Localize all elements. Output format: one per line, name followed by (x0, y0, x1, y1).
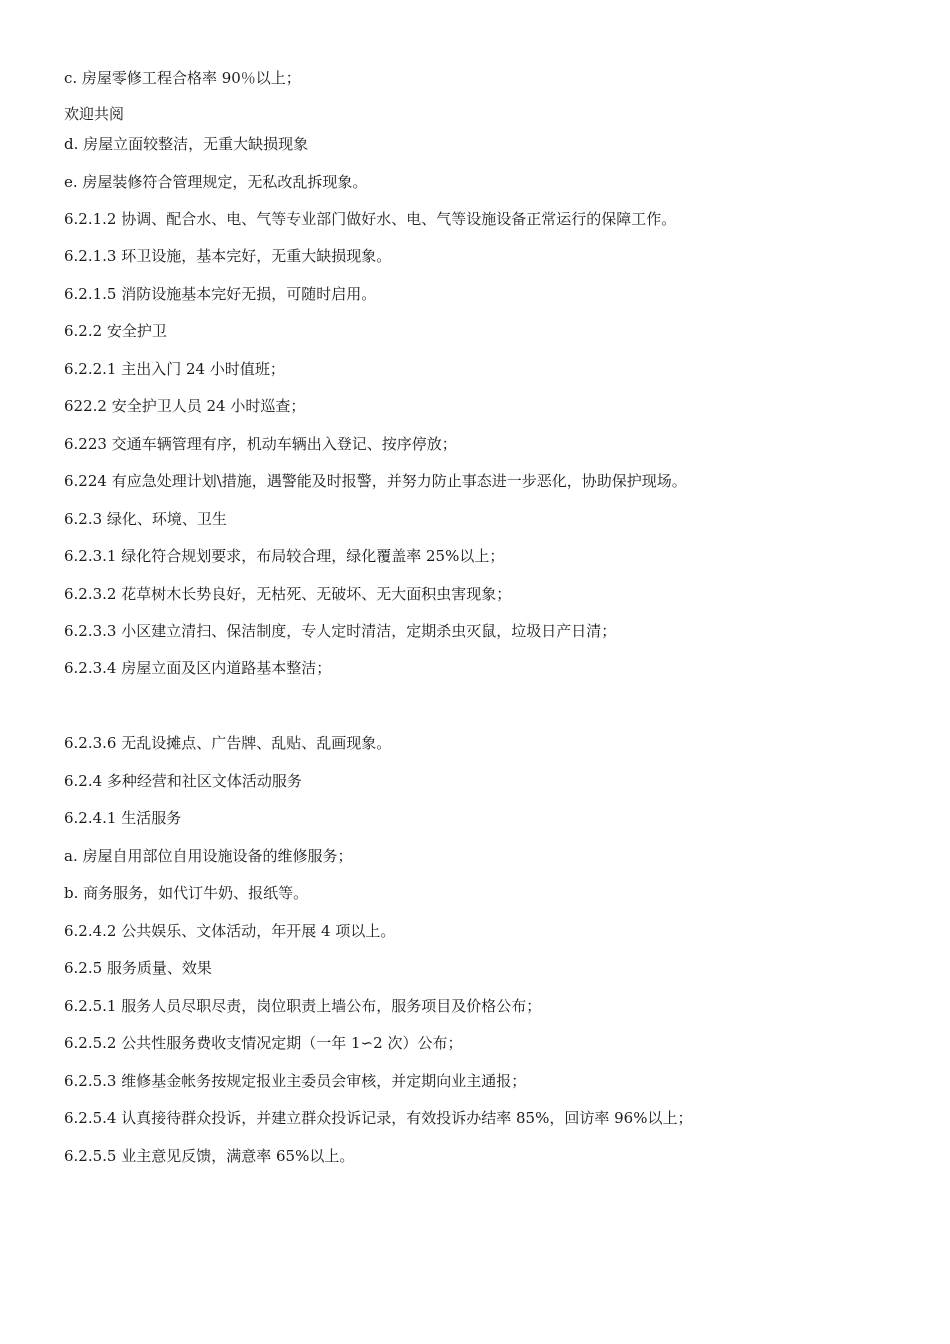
clause-6-2-1-2: 6.2.1.2 协调、配合水、电、气等专业部门做好水、电、气等设施设备正常运行的保障工作。 (64, 210, 677, 228)
list-item-d: d. 房屋立面较整洁，无重大缺损现象 (64, 135, 309, 153)
clause-6-2-3-1: 6.2.3.1 绿化符合规划要求，布局较合理，绿化覆盖率 25%以上； (64, 547, 505, 565)
clause-6-2-5-3: 6.2.5.3 维修基金帐务按规定报业主委员会审核，并定期向业主通报； (64, 1072, 527, 1090)
clause-6-2-4-2: 6.2.4.2 公共娱乐、文体活动，年开展 4 项以上。 (64, 922, 396, 940)
section-heading-6-2-3: 6.2.3 绿化、环境、卫生 (64, 510, 227, 528)
clause-6-2-5-4: 6.2.5.4 认真接待群众投诉，并建立群众投诉记录，有效投诉办结率 85%，回访率 96%以上； (64, 1109, 693, 1127)
section-heading-6-2-5: 6.2.5 服务质量、效果 (64, 959, 212, 977)
clause-6-2-2-2: 622.2 安全护卫人员 24 小时巡查； (64, 397, 306, 415)
section-heading-6-2-2: 6.2.2 安全护卫 (64, 322, 167, 340)
list-item-a: a. 房屋自用部位自用设施设备的维修服务； (64, 847, 353, 865)
clause-6-2-3-4: 6.2.3.4 房屋立面及区内道路基本整洁； (64, 659, 332, 677)
clause-6-2-3-3: 6.2.3.3 小区建立清扫、保洁制度，专人定时清洁，定期杀虫灭鼠，垃圾日产日清； (64, 622, 617, 640)
list-item-e: e. 房屋装修符合管理规定，无私改乱拆现象。 (64, 173, 368, 191)
clause-6-2-4-1: 6.2.4.1 生活服务 (64, 809, 182, 827)
clause-6-2-1-5: 6.2.1.5 消防设施基本完好无损，可随时启用。 (64, 285, 377, 303)
list-item-b: b. 商务服务，如代订牛奶、报纸等。 (64, 884, 309, 902)
clause-6-2-1-3: 6.2.1.3 环卫设施，基本完好，无重大缺损现象。 (64, 247, 392, 265)
clause-6-2-2-1: 6.2.2.1 主出入门 24 小时值班； (64, 360, 285, 378)
clause-6-2-5-2: 6.2.5.2 公共性服务费收支情况定期（一年 1∽2 次）公布； (64, 1034, 463, 1052)
clause-6-2-3-2: 6.2.3.2 花草树木长势良好，无枯死、无破坏、无大面积虫害现象； (64, 585, 512, 603)
clause-6-2-5-1: 6.2.5.1 服务人员尽职尽责，岗位职责上墙公布，服务项目及价格公布； (64, 997, 542, 1015)
clause-6-2-5-5: 6.2.5.5 业主意见反馈，满意率 65%以上。 (64, 1147, 355, 1165)
clause-6-2-2-3: 6.223 交通车辆管理有序，机动车辆出入登记、按序停放； (64, 435, 457, 453)
list-item-c: c. 房屋零修工程合格率 90％以上； (64, 69, 301, 87)
clause-6-2-3-6: 6.2.3.6 无乱设摊点、广告牌、乱贴、乱画现象。 (64, 734, 392, 752)
watermark-text: 欢迎共阅 (64, 105, 125, 123)
section-heading-6-2-4: 6.2.4 多种经营和社区文体活动服务 (64, 772, 302, 790)
clause-6-2-2-4: 6.224 有应急处理计划\措施，遇警能及时报警，并努力防止事态进一步恶化，协助保护现场。 (64, 472, 687, 490)
